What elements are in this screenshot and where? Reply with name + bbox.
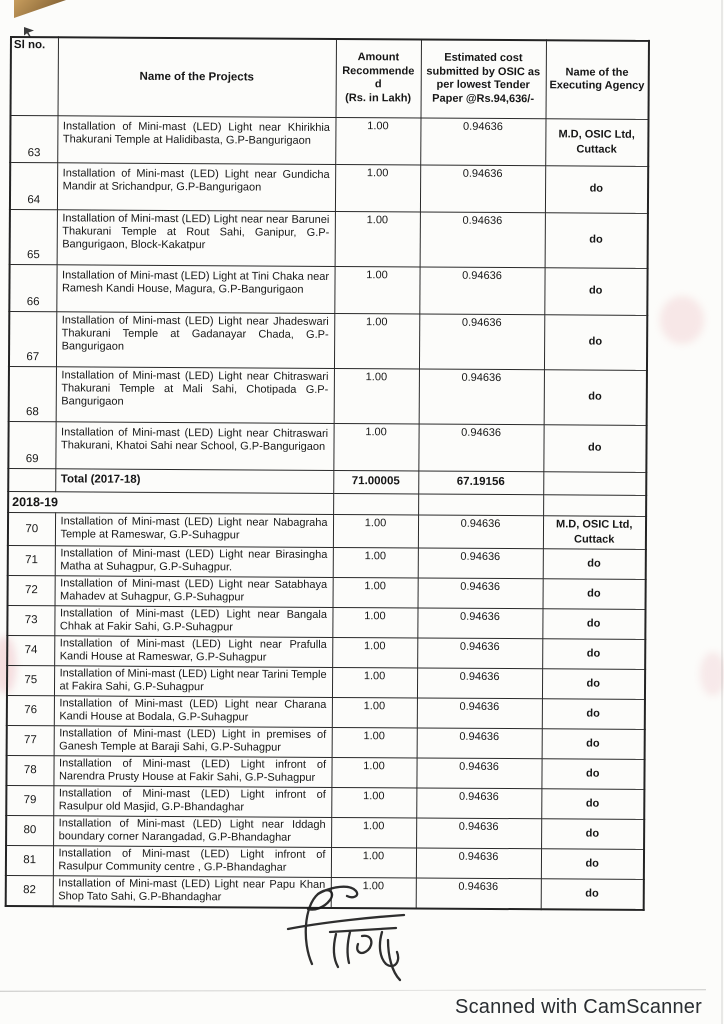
executing-agency: M.D, OSIC Ltd, Cuttack — [543, 515, 646, 549]
table-header — [11, 37, 649, 119]
estimated-cost: 0.94636 — [417, 637, 542, 668]
amount-recommended: 1.00 — [331, 877, 416, 908]
sl-no: 76 — [7, 695, 54, 725]
project-name: Installation of Mini-mast (LED) Light near Bangala Chhak at Fakir Sahi, G.P-Suhagpur — [54, 605, 332, 637]
empty-cell — [333, 493, 418, 515]
table-row — [9, 366, 647, 425]
table-row — [7, 725, 645, 759]
project-name: Installation of Mini-mast (LED) Light at Tini Chaka near Ramesh Kandi House, Magura, G.P-Bangurigaon — [56, 264, 334, 313]
estimated-cost: 0.94636 — [416, 847, 541, 878]
sl-no: 79 — [6, 785, 53, 815]
estimated-cost: 0.94636 — [419, 267, 544, 315]
estimated-cost: 0.94636 — [417, 608, 542, 639]
table-row — [9, 264, 647, 315]
estimated-cost: 0.94636 — [419, 314, 544, 370]
projects-table-wrap — [5, 36, 648, 910]
estimated-cost: 0.94636 — [418, 548, 543, 579]
amount-recommended: 1.00 — [334, 313, 419, 369]
sl-no: 68 — [9, 366, 56, 421]
amount-recommended: 1.00 — [334, 368, 419, 424]
executing-agency: do — [542, 698, 645, 729]
total-estimated-cost: 67.19156 — [418, 471, 543, 495]
project-name: Installation of Mini-mast (LED) Light near Chitraswari Thakurani, Khatoi Sahi near School, G.P-Bangurigaon — [55, 421, 333, 470]
executing-agency: do — [542, 638, 645, 669]
col-header-executing-agency: Name of the Executing Agency — [546, 40, 649, 119]
table-row — [7, 605, 645, 639]
sl-no: 78 — [6, 755, 53, 785]
table-row — [8, 545, 646, 579]
amount-recommended: 1.00 — [333, 577, 418, 608]
table-row — [6, 815, 644, 849]
section-year-label: 2018-19 — [8, 491, 333, 514]
amount-recommended: 1.00 — [332, 667, 417, 698]
amount-recommended: 1.00 — [331, 787, 416, 818]
project-name: Installation of Mini-mast (LED) Light near Khirikhia Thakurani Temple at Halidibasta, G.P-Bangurigaon — [57, 115, 335, 164]
sl-no: 65 — [10, 209, 57, 264]
amount-recommended: 1.00 — [331, 817, 416, 848]
estimated-cost: 0.94636 — [416, 757, 541, 788]
estimated-cost: 0.94636 — [418, 515, 543, 549]
signature — [282, 884, 452, 984]
sl-no: 67 — [9, 311, 56, 366]
empty-cell — [8, 468, 55, 491]
estimated-cost: 0.94636 — [418, 424, 543, 472]
executing-agency: do — [543, 424, 646, 472]
col-header-sl-no: Sl no. — [11, 37, 58, 115]
empty-cell — [543, 471, 646, 495]
sl-no: 75 — [7, 665, 54, 695]
total-amount: 71.00005 — [333, 470, 418, 494]
amount-recommended: 1.00 — [335, 164, 420, 212]
executing-agency: do — [544, 314, 647, 370]
amount-recommended: 1.00 — [332, 637, 417, 668]
table-row — [7, 635, 645, 669]
sl-no: 64 — [10, 162, 57, 209]
projects-table-body — [6, 115, 649, 909]
project-name: Installation of Mini-mast (LED) Light near Tarini Temple at Fakira Sahi, G.P-Suhagpur — [54, 665, 332, 697]
total-label: Total (2017-18) — [55, 468, 333, 493]
col-header-project-name: Name of the Projects — [58, 37, 336, 117]
amount-recommended: 1.00 — [333, 514, 418, 548]
estimated-cost: 0.94636 — [420, 165, 545, 213]
sl-no: 80 — [6, 815, 53, 845]
camscanner-watermark: Scanned with CamScanner — [455, 996, 702, 1018]
table-row — [10, 115, 648, 166]
sl-no: 63 — [10, 115, 57, 162]
executing-agency: do — [542, 668, 645, 699]
project-name: Installation of Mini-mast (LED) Light near Jhadeswari Thakurani Temple at Gadanayar Chada, G.P-Bangurigaon — [56, 311, 334, 368]
paper-corner-artifact — [14, 0, 66, 18]
project-name: Installation of Mini-mast (LED) Light near Birasingha Matha at Suhagpur, G.P-Suhagpur. — [55, 545, 333, 577]
estimated-cost: 0.94636 — [417, 697, 542, 728]
project-name: Installation of Mini-mast (LED) Light near Iddagh boundary corner Narangadad, G.P-Bhandaghar — [53, 815, 331, 847]
table-row — [6, 785, 644, 819]
table-row — [6, 755, 644, 789]
amount-recommended: 1.00 — [331, 847, 416, 878]
header-row — [11, 37, 649, 119]
executing-agency: do — [545, 165, 648, 213]
estimated-cost: 0.94636 — [416, 787, 541, 818]
executing-agency: do — [542, 608, 645, 639]
executing-agency: do — [541, 848, 644, 879]
amount-recommended: 1.00 — [333, 423, 418, 471]
executing-agency: M.D, OSIC Ltd, Cuttack — [545, 118, 648, 166]
amount-recommended: 1.00 — [335, 117, 420, 165]
executing-agency: do — [544, 369, 647, 425]
table-row — [10, 209, 648, 268]
amount-recommended: 1.00 — [332, 697, 417, 728]
project-name: Installation of Mini-mast (LED) Light infront of Rasulpur Community centre , G.P-Bhandaghar — [53, 845, 331, 877]
project-name: Installation of Mini-mast (LED) Light near near Barunei Thakurani Temple at Rout Sahi, Ganipur, G.P-Bangurigaon, Block-Kakatpur — [57, 209, 335, 266]
sl-no: 70 — [8, 512, 55, 545]
table-row — [8, 421, 646, 472]
paper-edge — [721, 0, 723, 1024]
executing-agency: do — [543, 548, 646, 579]
estimated-cost: 0.94636 — [416, 817, 541, 848]
executing-agency: do — [544, 267, 647, 315]
estimated-cost: 0.94636 — [420, 118, 545, 166]
amount-recommended: 1.00 — [335, 211, 420, 267]
amount-recommended: 1.00 — [334, 266, 419, 314]
project-name: Installation of Mini-mast (LED) Light infront of Narendra Prusty House at Fakir Sahi, G.P-Suhagpur — [53, 755, 331, 787]
project-name: Installation of Mini-mast (LED) Light infront of Rasulpur old Masjid, G.P-Bhandaghar — [53, 785, 331, 817]
projects-table — [5, 36, 650, 910]
table-row — [10, 162, 648, 213]
project-name: Installation of Mini-mast (LED) Light near Papu Khan Shop Tato Sahi, G.P-Bhandaghar — [53, 875, 331, 907]
estimated-cost: 0.94636 — [418, 578, 543, 609]
sl-no: 77 — [7, 725, 54, 755]
table-row — [6, 845, 644, 879]
sl-no: 69 — [8, 421, 55, 468]
project-name: Installation of Mini-mast (LED) Light near Satabhaya Mahadev at Suhagpur, G.P-Suhagpur — [55, 575, 333, 607]
project-name: Installation of Mini-mast (LED) Light near Chitraswari Thakurani Temple at Mali Sahi, Chotipada G.P-Bangurigaon — [56, 366, 334, 423]
project-name: Installation of Mini-mast (LED) Light near Nabagraha Temple at Rameswar, G.P-Suhagpur — [55, 512, 333, 547]
estimated-cost: 0.94636 — [419, 369, 544, 425]
sl-no: 66 — [9, 264, 56, 311]
table-row — [7, 695, 645, 729]
executing-agency: do — [541, 788, 644, 819]
estimated-cost: 0.94636 — [417, 727, 542, 758]
col-header-amount-recommended: Amount Recommende d (Rs. in Lakh) — [336, 39, 421, 118]
executing-agency: do — [545, 212, 648, 268]
sl-no: 82 — [6, 875, 53, 906]
camscanner-divider — [0, 989, 706, 991]
project-name: Installation of Mini-mast (LED) Light near Charana Kandi House at Bodala, G.P-Suhagpur — [54, 695, 332, 727]
executing-agency: do — [541, 758, 644, 789]
executing-agency: do — [541, 818, 644, 849]
estimated-cost: 0.94636 — [416, 877, 541, 908]
project-name: Installation of Mini-mast (LED) Light near Gundicha Mandir at Srichandpur, G.P-Bangurigaon — [57, 162, 335, 211]
executing-agency: do — [543, 578, 646, 609]
executing-agency: do — [541, 878, 644, 909]
estimated-cost: 0.94636 — [417, 667, 542, 698]
empty-cell — [418, 494, 543, 516]
sl-no: 73 — [7, 605, 54, 635]
estimated-cost: 0.94636 — [420, 212, 545, 268]
table-row — [9, 311, 647, 370]
sl-no: 81 — [6, 845, 53, 875]
amount-recommended: 1.00 — [333, 547, 418, 578]
table-row — [7, 665, 645, 699]
scan-smudge — [660, 296, 704, 344]
sl-no: 72 — [8, 575, 55, 605]
sl-no: 71 — [8, 545, 55, 575]
project-name: Installation of Mini-mast (LED) Light in premises of Ganesh Temple at Baraji Sahi, G.P-Suhagpur — [54, 725, 332, 757]
sl-no: 74 — [7, 635, 54, 665]
amount-recommended: 1.00 — [332, 607, 417, 638]
table-row — [8, 512, 646, 549]
empty-cell — [543, 494, 646, 516]
table-row — [8, 575, 646, 609]
executing-agency: do — [542, 728, 645, 759]
amount-recommended: 1.00 — [332, 727, 417, 758]
amount-recommended: 1.00 — [331, 757, 416, 788]
project-name: Installation of Mini-mast (LED) Light near Prafulla Kandi House at Rameswar, G.P-Suhagpur — [54, 635, 332, 667]
col-header-estimated-cost: Estimated cost submitted by OSIC as per lowest Tender Paper @Rs.94,636/- — [421, 40, 546, 119]
